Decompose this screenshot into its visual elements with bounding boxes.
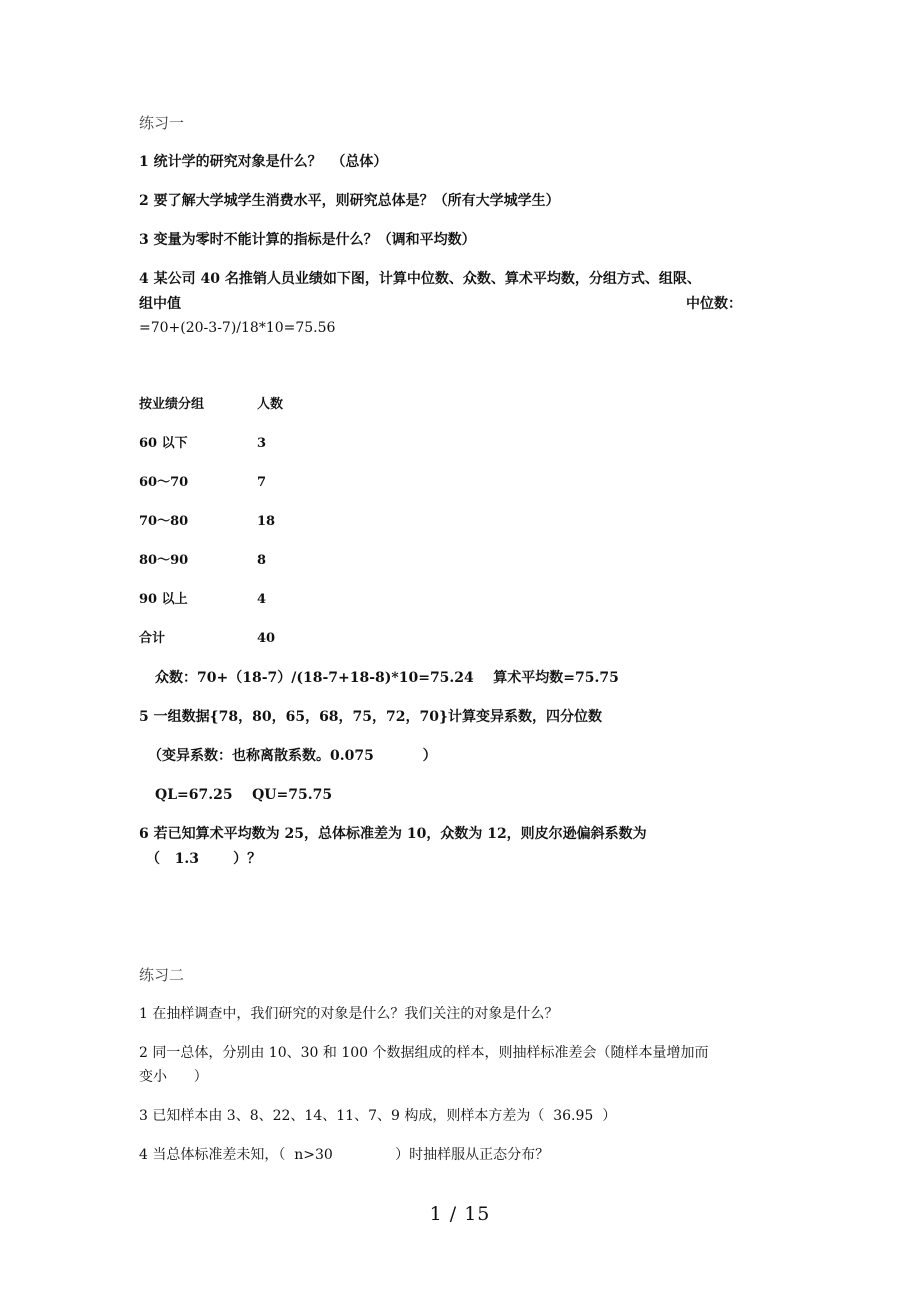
question-1-4-line2a: 组中值 (139, 296, 181, 312)
table-row-group: 合计 (139, 631, 166, 646)
table-row-count: 18 (257, 514, 276, 529)
table-row-group: 70～80 (139, 514, 189, 529)
table-row-group: 60 以下 (139, 436, 188, 451)
quartile-answer: QL=67.25 QU=75.75 (155, 787, 333, 803)
section1-title: 练习一 (139, 114, 185, 132)
question-1-3: 3 变量为零时不能计算的指标是什么？（调和平均数） (139, 232, 476, 248)
cv-answer: （变异系数：也称离散系数。0.075 ） (148, 748, 437, 764)
question-2-3: 3 已知样本由 3、8、22、14、11、7、9 构成，则样本方差为（ 36.95 ） (139, 1108, 617, 1124)
table-header-group: 按业绩分组 (139, 397, 205, 412)
table-row-group: 60～70 (139, 475, 189, 490)
question-2-1: 1 在抽样调查中，我们研究的对象是什么？我们关注的对象是什么？ (139, 1006, 559, 1022)
question-2-2-line2: 变小 ） (139, 1069, 208, 1085)
page-number: 1 / 15 (429, 1203, 491, 1225)
table-row-count: 8 (257, 553, 267, 568)
question-2-4: 4 当总体标准差未知，（ n>30 ）时抽样服从正态分布？ (139, 1147, 550, 1163)
table-row-group: 90 以上 (139, 592, 188, 607)
table-row-count: 3 (257, 436, 267, 451)
question-1-4-line1: 4 某公司 40 名推销人员业绩如下图，计算中位数、众数、算术平均数，分组方式、组限、 (139, 271, 701, 287)
question-1-2: 2 要了解大学城学生消费水平，则研究总体是？（所有大学城学生） (139, 193, 560, 209)
median-label: 中位数： (686, 296, 742, 312)
question-2-2-line1: 2 同一总体，分别由 10、30 和 100 个数据组成的样本，则抽样标准差会（随样本量增加而 (139, 1045, 709, 1061)
question-1-1: 1 统计学的研究对象是什么？ （总体） (139, 154, 388, 170)
table-row-count: 40 (257, 631, 276, 646)
table-row-count: 7 (257, 475, 267, 490)
table-row-group: 80～90 (139, 553, 189, 568)
table-row-count: 4 (257, 592, 267, 607)
section2-title: 练习二 (139, 966, 185, 984)
mode-and-mean: 众数：70+（18-7）/(18-7+18-8)*10=75.24 算术平均数=75.75 (155, 670, 619, 686)
median-formula: =70+(20-3-7)/18*10=75.56 (139, 320, 336, 336)
question-1-5: 5 一组数据{78，80，65，68，75，72，70}计算变异系数，四分位数 (139, 709, 602, 725)
question-1-6-line1: 6 若已知算术平均数为 25，总体标准差为 10，众数为 12，则皮尔逊偏斜系数为 (139, 826, 647, 842)
table-header-count: 人数 (257, 397, 284, 412)
question-1-6-line2: （ 1.3 ）？ (146, 851, 262, 867)
